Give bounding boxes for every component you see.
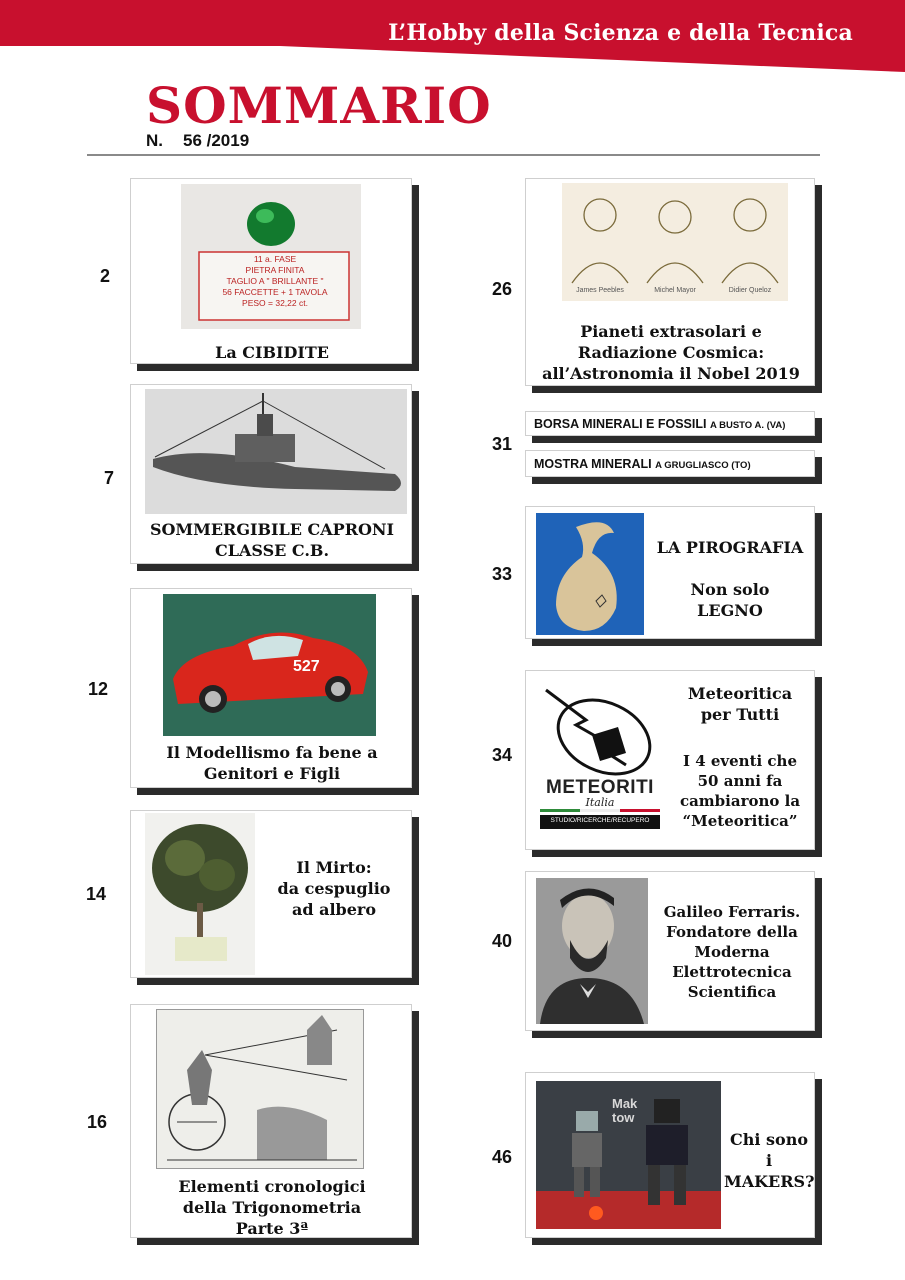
article-title: Elementi cronologici della Trigonometria Parte 3ª bbox=[178, 1177, 366, 1238]
ferraris-portrait bbox=[536, 878, 648, 1024]
article-title: Galileo Ferraris. Fondatore della Moderna Elettrotecnica Scientifica bbox=[663, 903, 801, 1001]
page-number: 14 bbox=[86, 884, 107, 904]
car-number: 527 bbox=[293, 658, 320, 675]
event-strip-borsa[interactable]: BORSA MINERALI E FOSSILI A BUSTO A. (VA) bbox=[525, 411, 815, 436]
article-title: Meteoritica per Tutti bbox=[687, 684, 793, 724]
gourd-photo bbox=[536, 513, 644, 635]
article-card-nobel[interactable] bbox=[525, 178, 815, 386]
article-subtitle: I 4 eventi che 50 anni fa cambiarono la “Meteoritica” bbox=[679, 752, 801, 830]
page-number: 33 bbox=[492, 564, 513, 584]
article-title: La CIBIDITE bbox=[215, 343, 329, 362]
meteoriti-logo bbox=[536, 675, 664, 831]
label-line: PIETRA FINITA bbox=[245, 265, 305, 275]
portrait-name: James Peebles bbox=[576, 287, 624, 294]
page-number: 40 bbox=[492, 931, 513, 951]
logo-tagline: STUDIO/RICERCHE/RECUPERO bbox=[550, 817, 650, 824]
portrait-name: Michel Mayor bbox=[654, 287, 696, 294]
car-photo bbox=[163, 594, 376, 736]
portrait-name: Didier Queloz bbox=[728, 287, 772, 294]
submarine-photo bbox=[145, 389, 407, 514]
article-card-meteoritica[interactable] bbox=[525, 670, 815, 850]
article-title: Pianeti extrasolari e Radiazione Cosmica: all’Astronomia il Nobel 2019 bbox=[542, 322, 800, 383]
label-line: PESO = 32,22 ct. bbox=[242, 298, 308, 308]
article-title: SOMMERGIBILE CAPRONI CLASSE C.B. bbox=[149, 520, 395, 560]
page-number: 31 bbox=[492, 434, 513, 454]
page-title: SOMMARIO bbox=[146, 76, 492, 135]
label-line: 11 a. FASE bbox=[253, 254, 297, 264]
article-card-trigonometria[interactable] bbox=[130, 1004, 412, 1238]
article-card-modellismo[interactable] bbox=[130, 588, 412, 788]
page-number: 34 bbox=[492, 745, 513, 765]
header-divider bbox=[87, 154, 820, 156]
article-title: Chi sono i MAKERS? bbox=[724, 1130, 815, 1191]
tree-photo bbox=[145, 813, 255, 975]
article-title: Il Mirto: da cespuglio ad albero bbox=[277, 858, 391, 919]
page-number: 16 bbox=[87, 1112, 108, 1132]
article-card-ferraris[interactable] bbox=[525, 871, 815, 1031]
nobel-portraits bbox=[562, 183, 788, 301]
magazine-tagline: L’Hobby della Scienza e della Tecnica bbox=[388, 20, 853, 46]
article-card-pirografia[interactable] bbox=[525, 506, 815, 639]
page-number: 46 bbox=[492, 1147, 513, 1167]
event-strip-mostra[interactable]: MOSTRA MINERALI A GRUGLIASCO (TO) bbox=[525, 450, 815, 477]
page-number: 2 bbox=[100, 266, 111, 286]
article-card-mirto[interactable] bbox=[130, 810, 412, 978]
logo-text: METEORITI bbox=[546, 777, 654, 798]
article-title: LA PIROGRAFIA Non solo LEGNO bbox=[656, 538, 804, 620]
page-number: 12 bbox=[88, 679, 109, 699]
logo-subtext: Italia bbox=[585, 796, 615, 809]
article-title: Il Modellismo fa bene a Genitori e Figli bbox=[166, 743, 378, 783]
page-number: 7 bbox=[104, 468, 115, 488]
issue-number: N. 56 /2019 bbox=[146, 131, 250, 150]
engraving-image bbox=[156, 1009, 364, 1169]
article-card-cibidite[interactable] bbox=[130, 178, 412, 364]
page-number: 26 bbox=[492, 279, 513, 299]
makers-sign: Mak tow bbox=[612, 1096, 638, 1125]
article-card-sommergibile[interactable] bbox=[130, 384, 412, 564]
gem-photo bbox=[181, 184, 361, 329]
robots-photo bbox=[536, 1081, 721, 1229]
article-card-makers[interactable] bbox=[525, 1072, 815, 1238]
label-line: 56 FACCETTE + 1 TAVOLA bbox=[222, 287, 328, 297]
label-line: TAGLIO A " BRILLANTE " bbox=[226, 276, 324, 286]
